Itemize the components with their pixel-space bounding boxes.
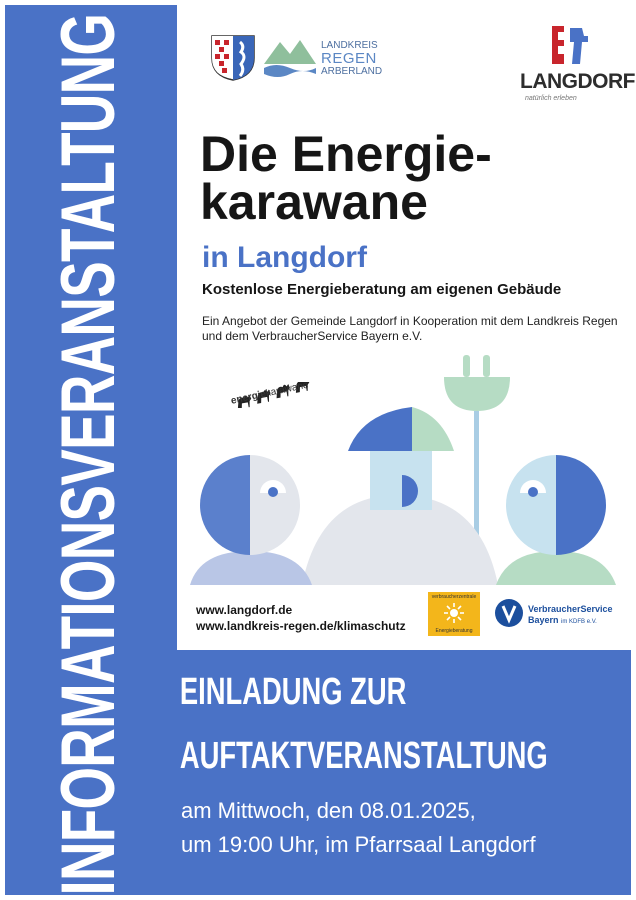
langdorf-logo-icon	[548, 22, 592, 68]
page-title: Die Energie- karawane	[200, 126, 492, 230]
energiekarawane-logo-text: energiekarawane	[230, 379, 310, 407]
invitation-headline: EINLADUNG ZUR AUFTAKTVERANSTALTUNG	[179, 671, 548, 777]
langdorf-slogan: natürlich erleben	[525, 95, 577, 102]
vertical-heading: INFORMATIONSVERANSTALTUNG	[46, 14, 131, 896]
sun-icon	[444, 603, 464, 623]
illustration	[180, 355, 630, 585]
tagline: Kostenlose Energieberatung am eigenen Gebäude	[202, 281, 562, 298]
url-landkreis[interactable]: www.landkreis-regen.de/klimaschutz	[196, 619, 406, 633]
website-links	[196, 602, 406, 634]
right-person-icon	[496, 455, 616, 585]
verbraucherservice-logo-text: VerbraucherService Bayern im KDFB e.V.	[528, 604, 613, 625]
landkreis-regen-logo	[262, 34, 318, 80]
event-details	[181, 794, 536, 862]
sidebar-banner	[5, 5, 177, 895]
event-time-place: um 19:00 Uhr, im Pfarrsaal Langdorf	[181, 832, 536, 857]
description: Ein Angebot der Gemeinde Langdorf in Kooperation mit dem Landkreis Regen und dem VerbraucherService Bayern e.V.	[202, 314, 618, 343]
verbraucherservice-logo-icon	[494, 598, 524, 628]
left-person-icon	[190, 455, 312, 585]
coat-of-arms-logo	[210, 34, 256, 82]
langdorf-logo-text: LANGDORF	[520, 70, 635, 93]
event-date: am Mittwoch, den 08.01.2025,	[181, 798, 476, 823]
location-subtitle: in Langdorf	[202, 241, 367, 274]
landkreis-text: LANDKREIS REGEN ARBERLAND	[321, 40, 383, 77]
house-icon	[348, 407, 454, 510]
url-langdorf[interactable]: www.langdorf.de	[196, 603, 293, 617]
verbraucherzentrale-logo: verbraucherzentrale Energieberatung	[428, 592, 480, 636]
invitation-panel	[177, 650, 631, 895]
